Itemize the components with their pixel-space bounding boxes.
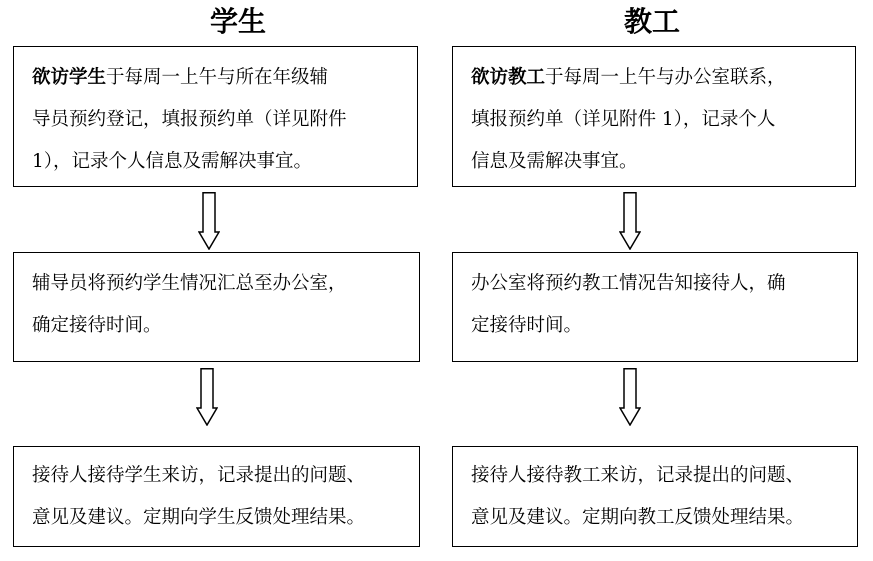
student-step-2-line-2: 确定接待时间。 [32, 315, 162, 336]
staff-step-2-line-1: 办公室将预约教工情况告知接待人，确 [471, 273, 786, 294]
staff-step-3-line-1: 接待人接待教工来访，记录提出的问题、 [471, 465, 805, 486]
staff-step-1-line-1-rest: 于每周一上午与办公室联系， [545, 67, 786, 88]
student-step-1-line-1-rest: 于每周一上午与所在年级辅 [106, 67, 329, 88]
student-step-3-box [13, 446, 420, 547]
student-step-1-lead: 欲访学生 [32, 67, 107, 88]
student-step-1-line-1 [32, 57, 407, 99]
student-arrow-down-2-icon [196, 368, 218, 426]
student-step-1-line-3: 1），记录个人信息及需解决事宜。 [32, 151, 313, 172]
student-step-2-line-1: 辅导员将预约学生情况汇总至办公室， [32, 273, 347, 294]
staff-column-title: 教工 [623, 5, 680, 38]
staff-arrow-down-2-icon [619, 368, 641, 426]
staff-step-1-box [452, 46, 856, 187]
student-step-1-line-2: 导员预约登记，填报预约单（详见附件 [32, 109, 347, 130]
student-column-title: 学生 [209, 5, 266, 38]
staff-step-2-box [452, 252, 858, 362]
student-step-2-box [13, 252, 420, 362]
staff-step-1-line-3: 信息及需解决事宜。 [471, 151, 638, 172]
staff-step-3-box [452, 446, 858, 547]
student-arrow-down-1-icon [198, 192, 220, 250]
staff-step-1-line-2: 填报预约单（详见附件 1），记录个人 [471, 109, 776, 130]
staff-step-1-line-1 [471, 57, 845, 99]
staff-step-1-lead: 欲访教工 [471, 67, 546, 88]
student-step-3-line-2: 意见及建议。定期向学生反馈处理结果。 [32, 507, 366, 528]
student-step-1-box [13, 46, 418, 187]
staff-arrow-down-1-icon [619, 192, 641, 250]
staff-step-3-line-2: 意见及建议。定期向教工反馈处理结果。 [471, 507, 805, 528]
student-step-3-line-1: 接待人接待学生来访，记录提出的问题、 [32, 465, 366, 486]
staff-step-2-line-2: 定接待时间。 [471, 315, 583, 336]
